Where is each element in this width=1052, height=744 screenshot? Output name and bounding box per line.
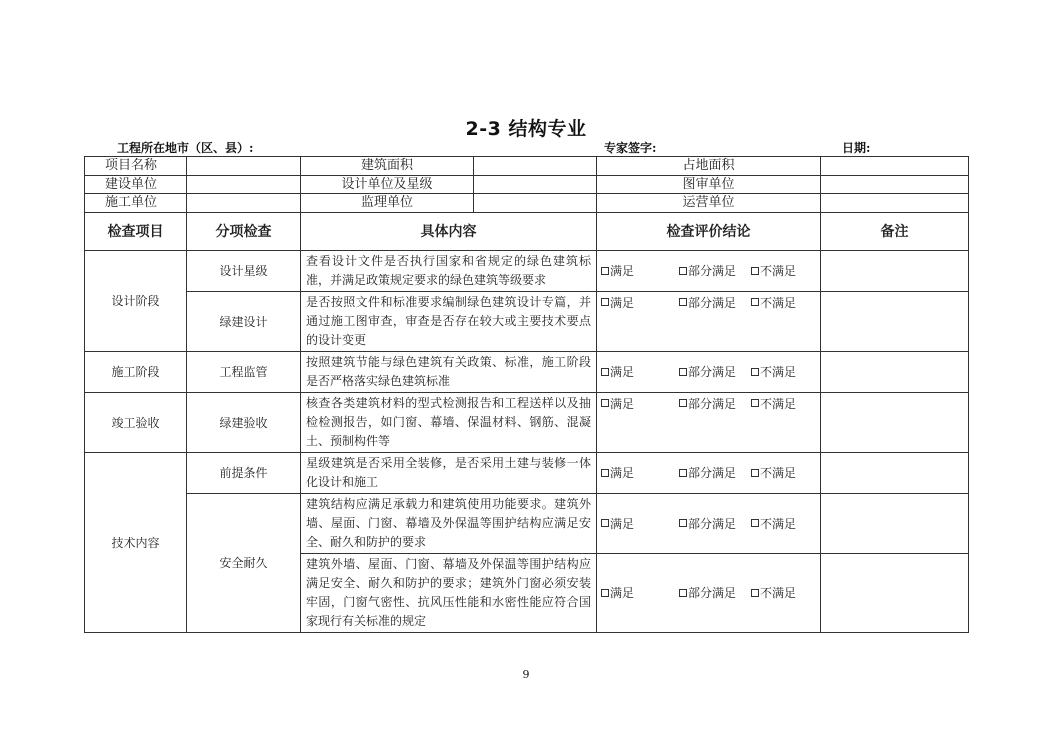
option-satisfied[interactable]: 满足 (601, 515, 679, 532)
info-row (85, 194, 969, 213)
table-row (85, 392, 969, 452)
info-label: 监理单位 (301, 194, 474, 213)
checkbox-icon[interactable] (601, 589, 609, 597)
checkbox-icon[interactable] (679, 298, 687, 306)
content-cell: 建筑结构应满足承载力和建筑使用功能要求。建筑外墙、屋面、门窗、幕墙及外保温等围护结构应满足安全、耐久和防护的要求 (301, 493, 597, 553)
info-label: 占地面积 (597, 157, 821, 176)
remark-cell[interactable] (821, 452, 969, 493)
date-label: 日期: (842, 141, 871, 155)
checkbox-icon[interactable] (601, 267, 609, 275)
table-row (85, 493, 969, 553)
conclusion-cell (597, 250, 821, 291)
content-cell: 建筑外墙、屋面、门窗、幕墙及外保温等围护结构应满足安全、耐久和防护的要求；建筑外门窗必须安装牢固，门窗气密性、抗风压性能和水密性能应符合国家现行有关标准的规定 (301, 553, 597, 632)
checkbox-icon[interactable] (679, 519, 687, 527)
checkbox-icon[interactable] (751, 589, 759, 597)
checkbox-icon[interactable] (751, 267, 759, 275)
sub-check-cell: 绿建设计 (187, 291, 301, 351)
option-not-satisfied[interactable]: 不满足 (751, 294, 796, 311)
table-header-row (85, 212, 969, 250)
conclusion-cell (597, 392, 821, 452)
building-area-field[interactable] (474, 157, 597, 176)
option-partially-satisfied[interactable]: 部分满足 (679, 294, 751, 311)
checkbox-icon[interactable] (601, 399, 609, 407)
checkbox-icon[interactable] (751, 469, 759, 477)
info-label: 运营单位 (597, 194, 821, 213)
option-not-satisfied[interactable]: 不满足 (751, 584, 796, 601)
content-cell: 是否按照文件和标准要求编制绿色建筑设计专篇，并通过施工图审查，审查是否存在较大或主要技术要点的设计变更 (301, 291, 597, 351)
column-header: 备注 (821, 212, 969, 250)
column-header: 具体内容 (301, 212, 597, 250)
remark-cell[interactable] (821, 493, 969, 553)
option-satisfied[interactable]: 满足 (601, 584, 679, 601)
content-cell: 星级建筑是否采用全装修，是否采用土建与装修一体化设计和施工 (301, 452, 597, 493)
content-cell: 查看设计文件是否执行国家和省规定的绿色建筑标准，并满足政策规定要求的绿色建筑等级要求 (301, 250, 597, 291)
table-row (85, 250, 969, 291)
checkbox-icon[interactable] (679, 399, 687, 407)
option-partially-satisfied[interactable]: 部分满足 (679, 262, 751, 279)
contractor-field[interactable] (187, 194, 301, 213)
page-title: 2-3 结构专业 (465, 118, 587, 140)
checkbox-icon[interactable] (751, 399, 759, 407)
remark-cell[interactable] (821, 351, 969, 392)
option-satisfied[interactable]: 满足 (601, 363, 679, 380)
checkbox-icon[interactable] (601, 469, 609, 477)
option-not-satisfied[interactable]: 不满足 (751, 515, 796, 532)
page-number: 9 (522, 668, 530, 681)
info-label: 图审单位 (597, 175, 821, 194)
sub-check-cell: 设计星级 (187, 250, 301, 291)
option-not-satisfied[interactable]: 不满足 (751, 262, 796, 279)
remark-cell[interactable] (821, 250, 969, 291)
table-row (85, 291, 969, 351)
remark-cell[interactable] (821, 392, 969, 452)
supervisor-field[interactable] (474, 194, 597, 213)
option-satisfied[interactable]: 满足 (601, 464, 679, 481)
category-cell: 设计阶段 (85, 250, 187, 351)
project-name-field[interactable] (187, 157, 301, 176)
checkbox-icon[interactable] (679, 589, 687, 597)
option-satisfied[interactable]: 满足 (601, 294, 679, 311)
table-row (85, 452, 969, 493)
expert-sign-label: 专家签字: (604, 141, 657, 155)
category-cell: 竣工验收 (85, 392, 187, 452)
design-unit-field[interactable] (474, 175, 597, 194)
info-row (85, 175, 969, 194)
category-cell: 施工阶段 (85, 351, 187, 392)
sub-check-cell: 工程监管 (187, 351, 301, 392)
info-label: 项目名称 (85, 157, 187, 176)
info-row (85, 157, 969, 176)
option-not-satisfied[interactable]: 不满足 (751, 363, 796, 380)
checkbox-icon[interactable] (751, 298, 759, 306)
sub-check-cell: 安全耐久 (187, 493, 301, 632)
operator-field[interactable] (821, 194, 969, 213)
conclusion-cell (597, 493, 821, 553)
column-header: 分项检查 (187, 212, 301, 250)
column-header: 检查评价结论 (597, 212, 821, 250)
remark-cell[interactable] (821, 553, 969, 632)
inspection-table (84, 212, 969, 633)
checkbox-icon[interactable] (751, 519, 759, 527)
table-row (85, 351, 969, 392)
option-partially-satisfied[interactable]: 部分满足 (679, 464, 751, 481)
review-unit-field[interactable] (821, 175, 969, 194)
checkbox-icon[interactable] (601, 298, 609, 306)
sub-check-cell: 前提条件 (187, 452, 301, 493)
content-cell: 按照建筑节能与绿色建筑有关政策、标准，施工阶段是否严格落实绿色建筑标准 (301, 351, 597, 392)
info-label: 设计单位及星级 (301, 175, 474, 194)
option-partially-satisfied[interactable]: 部分满足 (679, 395, 751, 412)
category-cell: 技术内容 (85, 452, 187, 632)
sub-check-cell: 绿建验收 (187, 392, 301, 452)
conclusion-cell (597, 452, 821, 493)
info-label: 建筑面积 (301, 157, 474, 176)
remark-cell[interactable] (821, 291, 969, 351)
inspection-form (84, 156, 968, 633)
option-partially-satisfied[interactable]: 部分满足 (679, 584, 751, 601)
content-cell: 核查各类建筑材料的型式检测报告和工程送样以及抽检检测报告，如门窗、幕墙、保温材料、钢筋、混凝土、预制构件等 (301, 392, 597, 452)
conclusion-cell (597, 351, 821, 392)
checkbox-icon[interactable] (679, 469, 687, 477)
option-partially-satisfied[interactable]: 部分满足 (679, 515, 751, 532)
checkbox-icon[interactable] (601, 519, 609, 527)
info-label: 施工单位 (85, 194, 187, 213)
checkbox-icon[interactable] (679, 368, 687, 376)
location-label: 工程所在地市（区、县）: (117, 141, 254, 155)
column-header: 检查项目 (85, 212, 187, 250)
checkbox-icon[interactable] (601, 368, 609, 376)
option-satisfied[interactable]: 满足 (601, 395, 679, 412)
construction-owner-field[interactable] (187, 175, 301, 194)
checkbox-icon[interactable] (751, 368, 759, 376)
land-area-field[interactable] (821, 157, 969, 176)
option-not-satisfied[interactable]: 不满足 (751, 464, 796, 481)
option-not-satisfied[interactable]: 不满足 (751, 395, 796, 412)
project-info-table (84, 156, 969, 213)
conclusion-cell (597, 291, 821, 351)
option-satisfied[interactable]: 满足 (601, 262, 679, 279)
option-partially-satisfied[interactable]: 部分满足 (679, 363, 751, 380)
conclusion-cell (597, 553, 821, 632)
checkbox-icon[interactable] (679, 267, 687, 275)
info-label: 建设单位 (85, 175, 187, 194)
